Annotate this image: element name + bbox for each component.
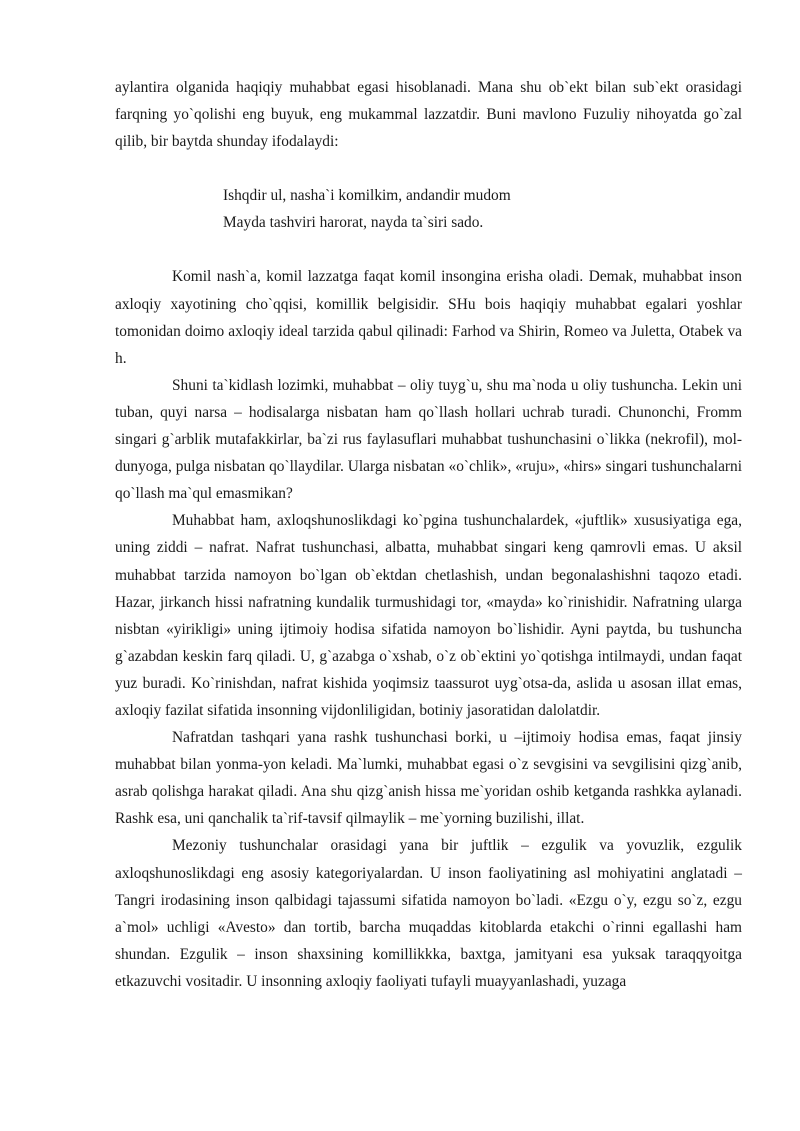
paragraph-rashk: Nafratdan tashqari yana rashk tushunchasi borki, u –ijtimoiy hodisa emas, faqat jinsiy muhabbat bilan yonma-yon keladi. Ma`lumki, muhabbat egasi o`z sevgisini va sevgilisini qizg`anib, asrab qolishga harakat qiladi. Ana shu qizg`anish hissa me`yoridan oshib ketganda rashkka aylanadi. Rashk esa, uni qanchalik ta`rif-tavsif qilmaylik – me`yorning buzilishi, illat. — [115, 729, 742, 828]
paragraph-muhabbat-oliy-tuygu: Shuni ta`kidlash lozimki, muhabbat – oliy tuyg`u, shu ma`noda u oliy tushuncha. Lekin uni tuban, quyi narsa – hodisalarga nisbatan ham qo`llash hollari uchrab turadi. Chunonchi, Fromm singari g`arblik mutafakkirlar, ba`zi rus faylasuflari muhabbat tushunchasini o`likka (nekrofil), mol-dunyoga, pulga nisbatan qo`llaydilar. Ularga nisbatan «o`chlik», «ruju», «hirs» singari tushunchalarni qo`llash ma`qul emasmikan? — [115, 376, 742, 503]
verse-couplet — [223, 182, 742, 236]
verse-line-1: Ishqdir ul, nasha`i komilkim, andandir mudom — [223, 187, 511, 205]
paragraph-komil-nasha: Komil nash`a, komil lazzatga faqat komil insongina erisha oladi. Demak, muhabbat inson axloqiy xayotining cho`qqisi, komillik belgisidir. SHu bois haqiqiy muhabbat egalari yoshlar tomonidan doimo axloqiy ideal tarzida qabul qilinadi: Farhod va Shirin, Romeo va Juletta, Otabek va h. — [115, 268, 742, 367]
document-page — [115, 74, 742, 995]
paragraph-ezgulik: Mezoniy tushunchalar orasidagi yana bir juftlik – ezgulik va yovuzlik, ezgulik axloqshunoslikdagi eng asosiy kategoriyalardan. U inson faoliyatining asl mohiyatini anglatadi – Tangri irodasining inson qalbidagi tajassumi sifatida namoyon bo`ladi. «Ezgu o`y, ezgu so`z, ezgu a`mol» uchligi «Avesto» dan tortib, barcha muqaddas kitoblarda etakchi o`rinni egallashi ham shundan. Ezgulik – inson shaxsining komillikkka, baxtga, jamityani esa yuksak taraqqyoitga etkazuvchi vositadir. U insonning axloqiy faoliyati tufayli muayyanlashadi, yuzaga — [115, 837, 742, 990]
verse-line-2: Mayda tashviri harorat, nayda ta`siri sado. — [223, 214, 484, 232]
intro-paragraph: aylantira olganida haqiqiy muhabbat egasi hisoblanadi. Mana shu ob`ekt bilan sub`ekt orasidagi farqning yo`qolishi eng buyuk, eng mukammal lazzatdir. Buni mavlono Fuzuliy nihoyatda go`zal qilib, bir baytda shunday ifodalaydi: — [115, 79, 742, 151]
paragraph-nafrat: Muhabbat ham, axloqshunoslikdagi ko`pgina tushunchalardek, «juftlik» xususiyatiga ega, uning ziddi – nafrat. Nafrat tushunchasi, albatta, muhabbat singari keng qamrovli emas. U aksil muhabbat tarzida namoyon bo`lgan ob`ektdan chetlashish, undan begonalashishni taqozo etadi. Hazar, jirkanch hissi nafratning kundalik turmushidagi tor, «mayda» ko`rinishidir. Nafratning ularga nisbtan «yirikligi» uning ijtimoiy hodisa sifatida namoyon bo`lishidir. Ayni paytda, bu tushuncha g`azabdan keskin farq qiladi. U, g`azabga o`xshab, o`z ob`ektini yo`qotishga intilmaydi, undan faqat yuz buradi. Ko`rinishdan, nafrat kishida yoqimsiz taassurot uyg`otsa-da, aslida u asosan illat emas, axloqiy fazilat sifatida insonning vijdonliligidan, botiniy jasoratidan dalolatdir. — [115, 512, 742, 719]
